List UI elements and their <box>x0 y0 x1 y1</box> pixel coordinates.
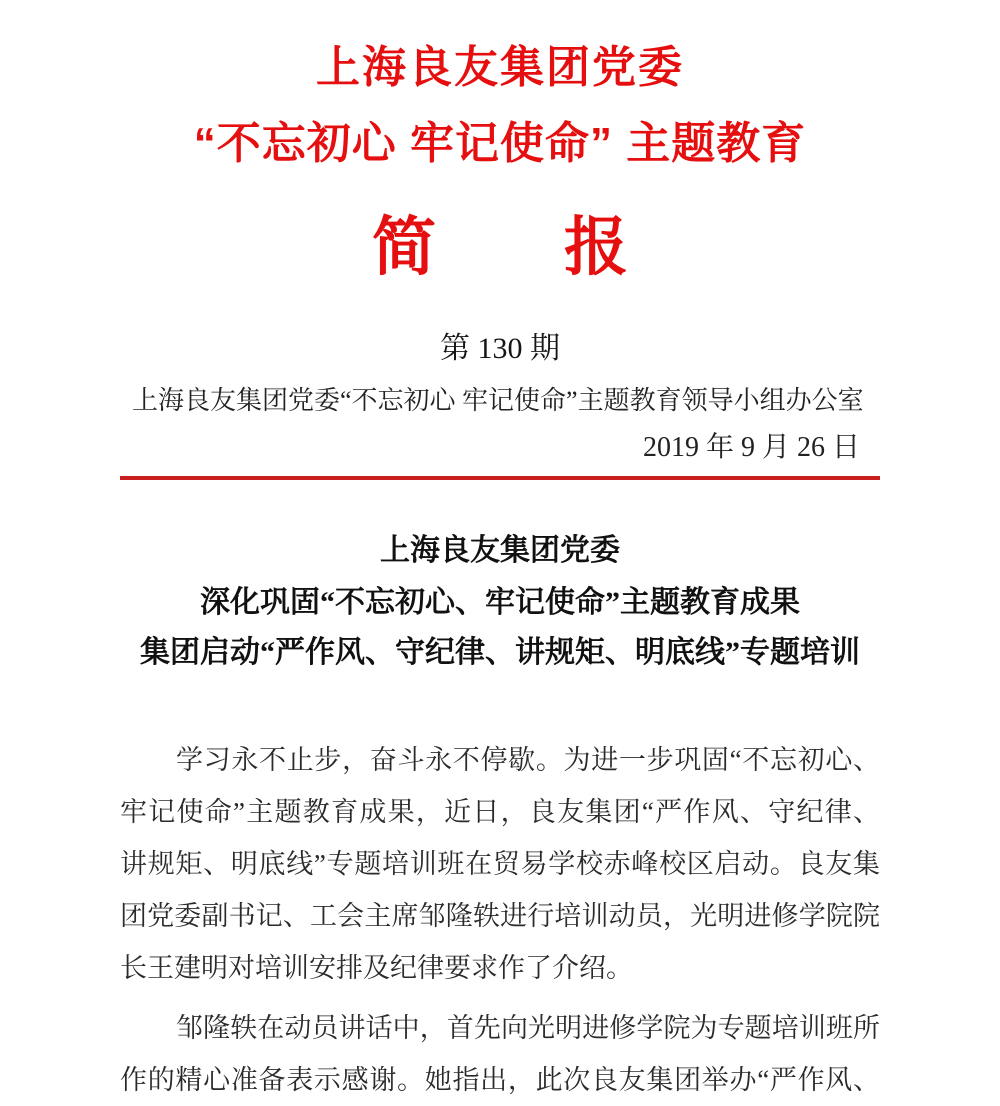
body-line: 学习永不止步，奋斗永不停歇。为进一步巩固“不忘初心、 <box>176 745 880 775</box>
body-paragraph-2 <box>120 1002 880 1106</box>
issue-date: 2019 年 9 月 26 日 <box>642 432 860 463</box>
body-line: 长王建明对培训安排及纪律要求作了介绍。 <box>120 953 633 983</box>
document-content <box>120 43 880 1106</box>
brief-title: 简 报 <box>372 212 628 283</box>
article-body <box>120 734 880 1106</box>
red-divider-rule <box>120 476 880 480</box>
body-line: 作的精心准备表示感谢。她指出，此次良友集团举办“严作风、 <box>120 1065 880 1095</box>
article-title-line-1: 上海良友集团党委 <box>380 534 620 567</box>
article-title-line-2: 深化巩固“不忘初心、牢记使命”主题教育成果 <box>200 586 800 619</box>
body-line: 邹隆轶在动员讲话中，首先向光明进修学院为专题培训班所 <box>176 1013 880 1043</box>
masthead-org-line: 上海良友集团党委 <box>316 43 684 92</box>
issue-number: 第 130 期 <box>440 332 560 365</box>
body-line: 牢记使命”主题教育成果，近日，良友集团“严作风、守纪律、 <box>120 797 880 827</box>
body-line: 团党委副书记、工会主席邹隆轶进行培训动员，光明进修学院院 <box>120 901 880 931</box>
body-line: 讲规矩、明底线”专题培训班在贸易学校赤峰校区启动。良友集 <box>120 849 880 879</box>
masthead-theme-line: “不忘初心 牢记使命” 主题教育 <box>193 119 807 168</box>
issuing-office-line: 上海良友集团党委“不忘初心 牢记使命”主题教育领导小组办公室 <box>132 386 864 415</box>
body-paragraph-1 <box>120 734 880 994</box>
article-title-line-3: 集团启动“严作风、守纪律、讲规矩、明底线”专题培训 <box>140 636 860 669</box>
